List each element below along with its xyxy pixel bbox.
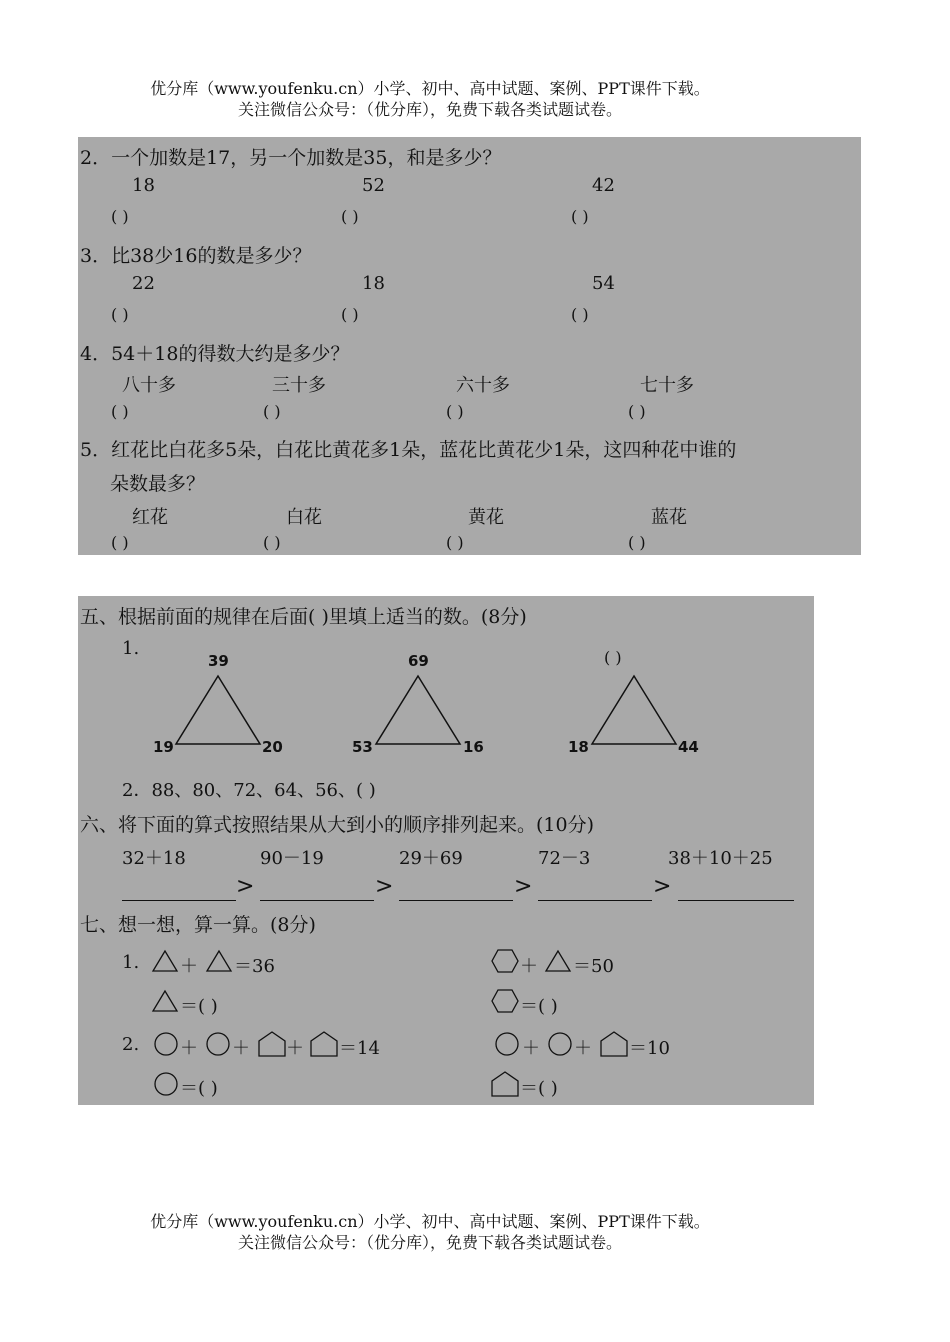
q4-answer-2[interactable]: ( ) [263, 402, 281, 421]
pentagon-house-icon [310, 1031, 338, 1057]
circle-icon [548, 1032, 572, 1056]
plus-sign: ＋ [574, 1038, 592, 1059]
page-footer-line2: 关注微信公众号：（优分库），免费下载各类试题试卷。 [237, 1233, 622, 1252]
pentagon-house-icon [600, 1031, 628, 1057]
q5-answer-3[interactable]: ( ) [446, 533, 464, 552]
q4-answer-1[interactable]: ( ) [111, 402, 129, 421]
equals-50: ＝50 [573, 956, 614, 977]
q2-answer-1[interactable]: ( ) [111, 207, 129, 226]
q4-answer-3[interactable]: ( ) [446, 402, 464, 421]
q4-option-4: 七十多 [640, 375, 694, 396]
sections-5-7-panel [78, 596, 814, 1105]
section-6-title: 六、将下面的算式按照结果从大到小的顺序排列起来。(10分) [80, 814, 595, 836]
q3-option-2: 18 [362, 273, 385, 294]
question-4: 4．54＋18的得数大约是多少？ [80, 343, 350, 365]
hexagon-icon [491, 989, 519, 1013]
plus-sign: ＋ [180, 1038, 198, 1059]
circle-icon [495, 1032, 519, 1056]
q5-option-4: 蓝花 [651, 507, 687, 528]
page-footer-line1: 优分库（www.youfenku.cn）小学、初中、高中试题、案例、PPT课件下载。 [150, 1212, 710, 1231]
equals-10: ＝10 [629, 1038, 670, 1059]
pentagon-answer[interactable]: ＝( ) [520, 1078, 558, 1099]
section-5-item-2: 2．88、80、72、64、56、( ) [122, 780, 376, 801]
triangle-answer[interactable]: ＝( ) [180, 996, 218, 1017]
triangle-2-right-number: 16 [463, 738, 484, 756]
q5-option-2: 白花 [286, 507, 322, 528]
q2-option-3: 42 [592, 175, 615, 196]
problem-1-label: 1. [122, 952, 140, 973]
triangle-2-top-number: 69 [408, 652, 429, 670]
q2-answer-3[interactable]: ( ) [571, 207, 589, 226]
q5-option-1: 红花 [132, 507, 168, 528]
q4-option-1: 八十多 [122, 375, 176, 396]
triangle-3-icon [590, 674, 680, 746]
q3-option-3: 54 [592, 273, 615, 294]
triangle-icon [545, 950, 571, 972]
q5-answer-1[interactable]: ( ) [111, 533, 129, 552]
equals-36: ＝36 [234, 956, 275, 977]
triangle-3-left-number: 18 [568, 738, 589, 756]
triangle-1-left-number: 19 [153, 738, 174, 756]
expr-3: 29＋69 [399, 848, 463, 869]
q3-answer-3[interactable]: ( ) [571, 305, 589, 324]
order-blank-1[interactable] [122, 882, 236, 901]
triangle-3-top-blank[interactable]: ( ) [604, 648, 622, 667]
greater-than-3: > [514, 874, 533, 899]
q4-answer-4[interactable]: ( ) [628, 402, 646, 421]
q5-answer-4[interactable]: ( ) [628, 533, 646, 552]
expr-4: 72－3 [538, 848, 591, 869]
triangle-icon [152, 950, 178, 972]
triangle-2-left-number: 53 [352, 738, 373, 756]
q5-answer-2[interactable]: ( ) [263, 533, 281, 552]
expr-5: 38＋10＋25 [668, 848, 773, 869]
q3-answer-1[interactable]: ( ) [111, 305, 129, 324]
q4-option-2: 三十多 [272, 375, 326, 396]
circle-icon [154, 1072, 178, 1096]
order-blank-2[interactable] [260, 882, 374, 901]
triangle-3-right-number: 44 [678, 738, 699, 756]
page-header-line2: 关注微信公众号：（优分库），免费下载各类试题试卷。 [237, 100, 622, 119]
question-5-line1: 5．红花比白花多5朵，白花比黄花多1朵，蓝花比黄花少1朵，这四种花中谁的 [80, 439, 737, 461]
circle-icon [206, 1032, 230, 1056]
page-header-line1: 优分库（www.youfenku.cn）小学、初中、高中试题、案例、PPT课件下载。 [150, 79, 710, 98]
order-blank-3[interactable] [399, 882, 513, 901]
q2-option-1: 18 [132, 175, 155, 196]
equals-14: ＝14 [339, 1038, 380, 1059]
greater-than-1: > [236, 874, 255, 899]
greater-than-2: > [375, 874, 394, 899]
triangle-icon [206, 950, 232, 972]
greater-than-4: > [653, 874, 672, 899]
choice-questions-panel [78, 137, 861, 555]
section-5-item-1-label: 1. [122, 638, 140, 659]
pentagon-house-icon [258, 1031, 286, 1057]
plus-sign: ＋ [232, 1038, 250, 1059]
circle-icon [154, 1032, 178, 1056]
section-5-title: 五、根据前面的规律在后面( )里填上适当的数。(8分) [80, 606, 527, 628]
problem-2-label: 2. [122, 1034, 140, 1055]
question-3: 3．比38少16的数是多少？ [80, 245, 312, 267]
circle-answer[interactable]: ＝( ) [180, 1078, 218, 1099]
triangle-1-icon [174, 674, 264, 746]
q4-option-3: 六十多 [456, 375, 510, 396]
expr-2: 90－19 [260, 848, 324, 869]
hexagon-answer[interactable]: ＝( ) [520, 996, 558, 1017]
question-5-line2: 朵数最多？ [110, 473, 206, 495]
q2-answer-2[interactable]: ( ) [341, 207, 359, 226]
section-7-title: 七、想一想，算一算。(8分) [80, 914, 316, 936]
expr-1: 32＋18 [122, 848, 186, 869]
triangle-icon [152, 990, 178, 1012]
q3-answer-2[interactable]: ( ) [341, 305, 359, 324]
order-blank-4[interactable] [538, 882, 652, 901]
plus-sign: ＋ [286, 1038, 304, 1059]
plus-sign: ＋ [520, 956, 538, 977]
triangle-2-icon [374, 674, 464, 746]
triangle-1-right-number: 20 [262, 738, 283, 756]
q5-option-3: 黄花 [468, 507, 504, 528]
triangle-1-top-number: 39 [208, 652, 229, 670]
q3-option-1: 22 [132, 273, 155, 294]
q2-option-2: 52 [362, 175, 385, 196]
plus-sign: ＋ [522, 1038, 540, 1059]
plus-sign: ＋ [180, 956, 198, 977]
pentagon-house-icon [491, 1071, 519, 1097]
order-blank-5[interactable] [678, 882, 794, 901]
question-2: 2．一个加数是17，另一个加数是35，和是多少？ [80, 147, 502, 169]
hexagon-icon [491, 949, 519, 973]
